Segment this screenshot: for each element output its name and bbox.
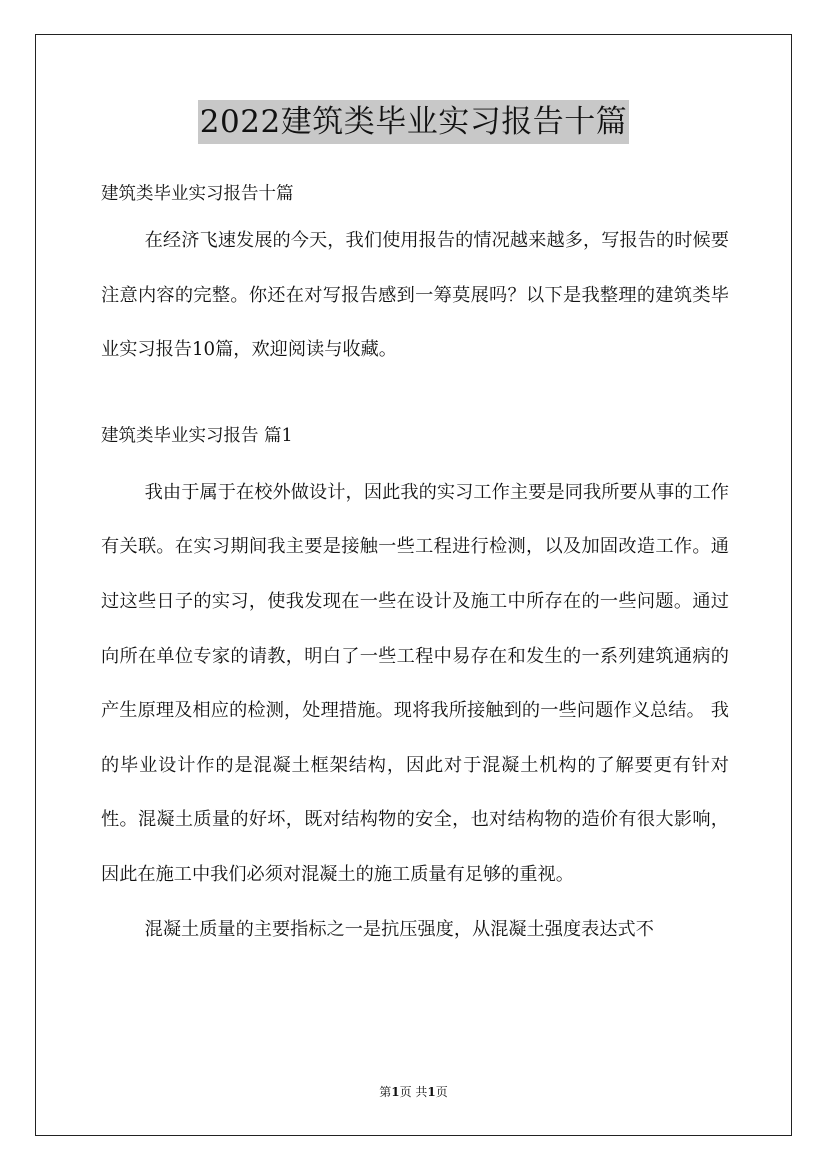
document-subtitle: 建筑类毕业实习报告十篇 <box>101 184 294 204</box>
intro-paragraph: 在经济飞速发展的今天，我们使用报告的情况越来越多，写报告的时候要注意内容的完整。你还在对写报告感到一筹莫展吗？以下是我整理的建筑类毕业实习报告10篇，欢迎阅读与收藏。 <box>101 230 729 361</box>
spacer <box>101 378 729 416</box>
document-title <box>0 100 827 144</box>
footer-suffix: 页 <box>435 1085 448 1099</box>
document-title-text: 2022建筑类毕业实习报告十篇 <box>198 100 629 144</box>
page-footer <box>0 1082 827 1102</box>
document-body <box>101 174 729 957</box>
body-paragraph: 我由于属于在校外做设计，因此我的实习工作主要是同我所要从事的工作有关联。在实习期间我主要是接触一些工程进行检测，以及加固改造工作。通过这些日子的实习，使我发现在一些在设计及施工中所存在的一些问题。通过向所在单位专家的请教，明白了一些工程中易存在和发生的一系列建筑通病的产生原理及相应的检测，处理措施。现将我所接触到的一些问题作义总结。 我的毕业设计作的是混凝土框架结构，因此对于混凝土机构的了解要更有针对性。混凝土质量的好坏，既对结构物的安全，也对结构物的造价有很大影响，因此在施工中我们必须对混凝土的施工质量有足够的重视。 <box>101 481 729 885</box>
body-paragraph: 混凝土质量的主要指标之一是抗压强度，从混凝土强度表达式不 <box>144 918 654 940</box>
footer-total-pages: 1 <box>427 1085 436 1099</box>
footer-mid: 页 共 <box>399 1085 428 1099</box>
footer-current-page: 1 <box>391 1085 400 1099</box>
section-heading: 建筑类毕业实习报告 篇1 <box>101 425 293 446</box>
footer-prefix: 第 <box>379 1085 392 1099</box>
